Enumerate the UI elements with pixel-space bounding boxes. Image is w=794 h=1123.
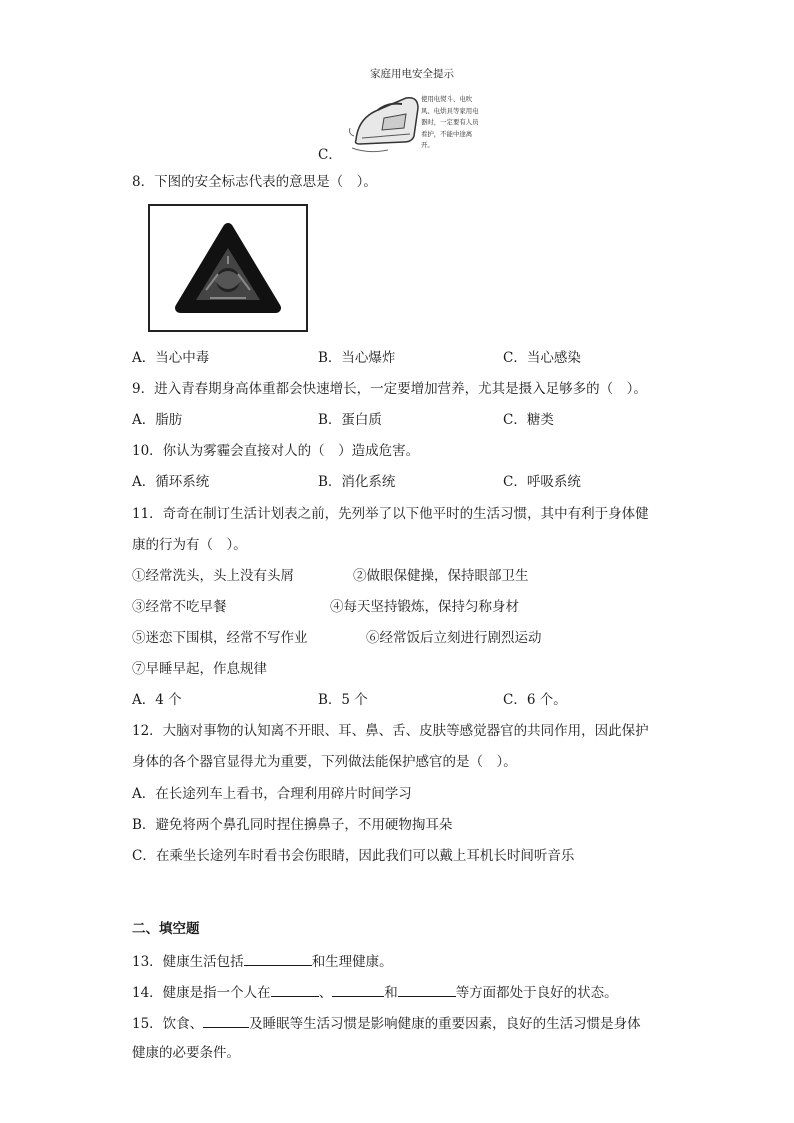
q14-sep2: 和: [384, 985, 398, 1001]
q12-option-a: A．在长途列车上看书，合理利用碎片时间学习: [132, 786, 412, 802]
q11-habit-5: ⑤迷恋下围棋，经常不写作业: [132, 630, 308, 646]
q11-option-b: B．5 个: [318, 692, 368, 708]
q11-habit-1: ①经常洗头，头上没有头屑: [132, 568, 294, 584]
q11-habit-4: ④每天坚持锻炼，保持匀称身材: [330, 599, 519, 615]
q10-option-c: C．呼吸系统: [503, 474, 581, 490]
q11-stem-line1: 11．奇奇在制订生活计划表之前，先列举了以下他平时的生活习惯，其中有利于身体健: [132, 506, 649, 522]
iron-icon: [348, 88, 424, 158]
q8-option-a: A．当心中毒: [132, 350, 210, 366]
q10-option-b: B．消化系统: [318, 474, 396, 490]
q8-option-b: B．当心爆炸: [318, 350, 396, 366]
option-c-label: C．: [318, 147, 342, 163]
q11-option-c: C．6 个。: [503, 692, 567, 708]
q12-option-b: B．避免将两个鼻孔同时捏住擤鼻子，不用硬物掏耳朵: [132, 817, 453, 833]
q11-habit-3: ③经常不吃早餐: [132, 599, 227, 615]
safety-sign-image: [148, 204, 308, 332]
q14-sep1: 、: [318, 985, 333, 1001]
q12-stem-line2: 身体的各个器官显得尤为重要，下列做法能保护感官的是（ ）。: [132, 754, 517, 770]
notice-text: 使用电熨斗、电吹风、电烘具等家用电器时，一定要有人员看护，不能中途离开。: [421, 95, 479, 149]
q8-stem: 8．下图的安全标志代表的意思是（ ）。: [132, 174, 377, 190]
q11-habit-6: ⑥经常饭后立刻进行剧烈运动: [366, 630, 542, 646]
q14: [132, 982, 618, 1002]
q10-option-a: A．循环系统: [132, 474, 210, 490]
q14-pre: 14．健康是指一个人在: [132, 985, 271, 1001]
q15-pre: 15．饮食、: [132, 1016, 204, 1032]
q12-option-c: C．在乘坐长途列车时看书会伤眼睛，因此我们可以戴上耳机长时间听音乐: [132, 848, 575, 864]
notice-title: 家庭用电安全提示: [370, 68, 454, 80]
q12-stem-line1: 12．大脑对事物的认知离不开眼、耳、鼻、舌、皮肤等感觉器官的共同作用，因此保护: [132, 723, 649, 739]
q13: [132, 951, 393, 971]
q8-option-c: C．当心感染: [503, 350, 581, 366]
q11-option-a: A．4 个: [132, 692, 182, 708]
q11-habit-2: ②做眼保健操，保持眼部卫生: [353, 568, 529, 584]
q9-option-c: C．糖类: [503, 412, 554, 428]
q14-post: 等方面都处于良好的状态。: [455, 985, 618, 1001]
section-title: 二、填空题: [132, 921, 200, 937]
q9-stem: 9．进入青春期身高体重都会快速增长，一定要增加营养，尤其是摄入足够多的（ ）。: [132, 381, 647, 397]
warning-triangle-icon: [150, 206, 306, 330]
q14-blank-2[interactable]: [332, 982, 384, 997]
q9-option-b: B．蛋白质: [318, 412, 382, 428]
q14-blank-1[interactable]: [271, 982, 319, 997]
q15-line2: 健康的必要条件。: [132, 1045, 240, 1061]
q13-blank[interactable]: [244, 951, 312, 966]
q11-stem-line2: 康的行为有（ ）。: [132, 537, 247, 553]
q15-blank[interactable]: [203, 1013, 249, 1028]
q13-pre: 13．健康生活包括: [132, 954, 244, 970]
q11-habit-7: ⑦早睡早起，作息规律: [132, 661, 267, 677]
q15: [132, 1013, 641, 1033]
q9-option-a: A．脂肪: [132, 412, 183, 428]
q15-post: 及睡眠等生活习惯是影响健康的重要因素，良好的生活习惯是身体: [249, 1016, 641, 1032]
q10-stem: 10．你认为雾霾会直接对人的（ ）造成危害。: [132, 443, 420, 459]
q14-blank-3[interactable]: [398, 982, 456, 997]
q13-post: 和生理健康。: [311, 954, 393, 970]
